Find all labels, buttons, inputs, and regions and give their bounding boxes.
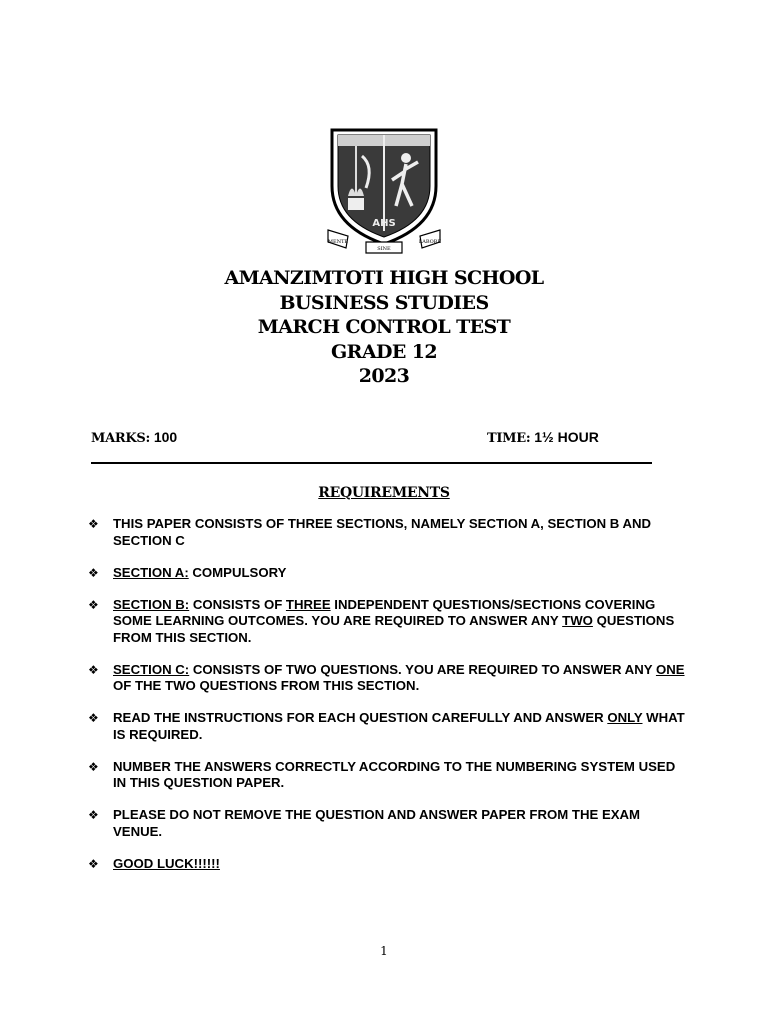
emphasis-text: ONE [655,661,685,677]
marks-label: MARKS: [91,431,150,446]
diamond-bullet-icon: ❖ [88,808,99,822]
crest-motto-center: SINE [377,246,391,252]
page-number: 1 [380,944,388,958]
year-label: 2023 [358,365,410,387]
subject-name: BUSINESS STUDIES [279,291,489,314]
good-luck-text: GOOD LUCK!!!!!! [113,855,220,871]
section-b-label: SECTION B: [113,596,190,612]
time-info [487,429,599,446]
test-name: MARCH CONTROL TEST [257,316,511,338]
list-item [88,856,688,873]
emphasis-text: TWO [562,613,593,628]
emphasis-text: ONLY [607,710,643,725]
list-item [88,710,688,743]
document-title-block [0,266,768,389]
diamond-bullet-icon: ❖ [88,711,99,725]
crest-motto-right: LABORE [418,239,442,245]
diamond-bullet-icon: ❖ [88,565,99,580]
grade-label: GRADE 12 [331,340,437,363]
requirement-text: READ THE INSTRUCTIONS FOR EACH QUESTION CAREFULLY AND ANSWER [113,710,608,725]
diamond-bullet-icon: ❖ [88,597,99,612]
section-a-label: SECTION A: [113,564,189,580]
requirement-text: INDEPENDENT QUESTIONS/SECTIONS COVERING SOME LEARNING OUTCOMES. YOU ARE REQUIRED TO ANSWER ANY [113,596,659,628]
requirement-text: NUMBER THE ANSWERS CORRECTLY ACCORDING TO THE NUMBERING SYSTEM USED IN THIS QUESTION PAPER. [113,758,676,790]
list-item [88,565,688,582]
requirement-text: CONSISTS OF [189,596,286,612]
requirement-text: OF THE TWO QUESTIONS FROM THIS SECTION. [113,661,689,693]
requirement-text: THIS PAPER CONSISTS OF THREE SECTIONS, NAMELY SECTION A, SECTION B AND SECTION C [113,516,652,548]
list-item [88,662,688,695]
time-label: TIME: [487,431,531,446]
requirements-heading [0,485,768,501]
requirement-text: CONSISTS OF TWO QUESTIONS. YOU ARE REQUIRED TO ANSWER ANY [189,661,656,677]
requirement-text: COMPULSORY [188,564,287,580]
requirement-text: QUESTIONS FROM THIS SECTION. [113,613,678,645]
time-value: 1½ HOUR [534,429,599,445]
school-crest-logo [326,126,442,256]
divider-line [91,462,652,464]
crest-motto-left: MENTE [327,239,349,245]
emphasis-text: THREE [285,596,331,612]
section-c-label: SECTION C: [113,661,190,677]
diamond-bullet-icon: ❖ [88,662,99,677]
list-item [88,759,688,792]
school-name: AMANZIMTOTI HIGH SCHOOL [224,267,544,289]
list-item [88,516,688,549]
requirement-text: PLEASE DO NOT REMOVE THE QUESTION AND ANSWER PAPER FROM THE EXAM VENUE. [113,807,641,839]
requirement-text: WHAT IS REQUIRED. [113,710,689,742]
marks-value: 100 [153,429,178,445]
list-item [88,807,688,840]
diamond-bullet-icon: ❖ [88,517,99,531]
list-item [88,597,688,647]
marks-info [91,429,177,446]
diamond-bullet-icon: ❖ [88,759,99,774]
crest-initials: AHS [372,218,396,229]
requirements-heading-text: REQUIREMENTS [318,485,450,501]
requirements-list [88,516,688,888]
diamond-bullet-icon: ❖ [88,856,99,871]
